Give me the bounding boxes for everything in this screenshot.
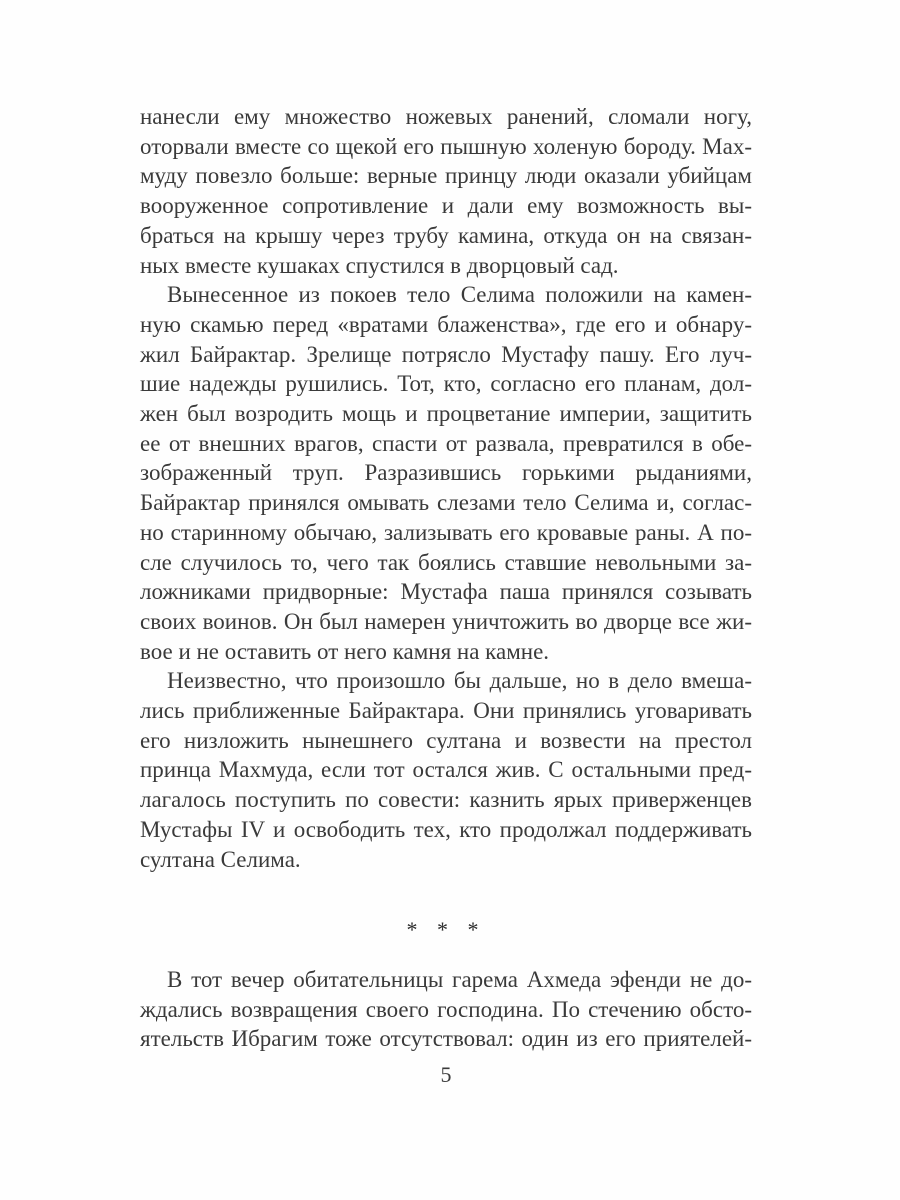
text-line: лагалось поступить по совести: казнить ярых приверженцев [140, 787, 752, 813]
text-line: принца Махмуда, если тот остался жив. С остальными пред- [140, 757, 752, 783]
page-text-block [140, 102, 752, 1054]
text-line: вое и не оставить от него камня на камне. [140, 638, 550, 664]
text-line: жил Байрактар. Зрелище потрясло Мустафу пашу. Его луч- [140, 341, 752, 367]
text-line: зображенный труп. Разразившись горькими рыданиями, [140, 460, 752, 486]
text-line: Неизвестно, что произошло бы дальше, но в дело вмеша- [167, 668, 752, 694]
text-line: ную скамью перед «вратами блаженства», где его и обнару- [140, 311, 752, 337]
text-line: лись приближенные Байрактара. Они принялись уговаривать [140, 698, 752, 724]
text-line: вооруженное сопротивление и дали ему возможность вы- [140, 193, 752, 219]
text-line: шие надежды рушились. Тот, кто, согласно его планам, дол- [140, 371, 752, 397]
page-number: 5 [440, 1062, 452, 1087]
text-line: браться на крышу через трубу камина, откуда он на связан- [140, 222, 752, 248]
text-line: жен был возродить мощь и процветание империи, защитить [140, 401, 752, 427]
text-line: ятельств Ибрагим тоже отсутствовал: один из его приятелей- [140, 1026, 752, 1052]
text-line: ложниками придворные: Мустафа паша принялся созывать [140, 579, 752, 605]
text-line: султана Селима. [140, 846, 301, 872]
paragraph [140, 102, 752, 280]
text-line: Байрактар принялся омывать слезами тело Селима и, соглас- [140, 490, 752, 516]
text-line: муду повезло больше: верные принцу люди оказали убийцам [140, 163, 752, 189]
paragraph [140, 666, 752, 874]
section-separator-asterisks: * * * [406, 917, 486, 943]
text-line: ее от внешних врагов, спасти от развала, превратился в обе- [140, 430, 752, 456]
text-line: В тот вечер обитательницы гарема Ахмеда эфенди не до- [167, 966, 752, 992]
text-line: оторвали вместе со щекой его пышную холеную бороду. Мах- [140, 133, 752, 159]
text-line: ных вместе кушаках спустился в дворцовый сад. [140, 252, 619, 278]
text-line: но старинному обычаю, зализывать его кровавые раны. А по- [140, 519, 752, 545]
text-line: нанесли ему множество ножевых ранений, сломали ногу, [140, 104, 752, 129]
text-line: Мустафы IV и освободить тех, кто продолжал поддерживать [140, 816, 752, 842]
text-line: сле случилось то, чего так боялись ставшие невольными за- [140, 549, 752, 575]
paragraph [140, 965, 752, 1054]
text-line: своих воинов. Он был намерен уничтожить во дворце все жи- [140, 608, 752, 634]
text-line: его низложить нынешнего султана и возвести на престол [140, 727, 752, 753]
text-line: Вынесенное из покоев тело Селима положили на камен- [167, 282, 752, 308]
text-line: ждались возвращения своего господина. По стечению обсто- [140, 996, 752, 1022]
paragraph [140, 280, 752, 666]
